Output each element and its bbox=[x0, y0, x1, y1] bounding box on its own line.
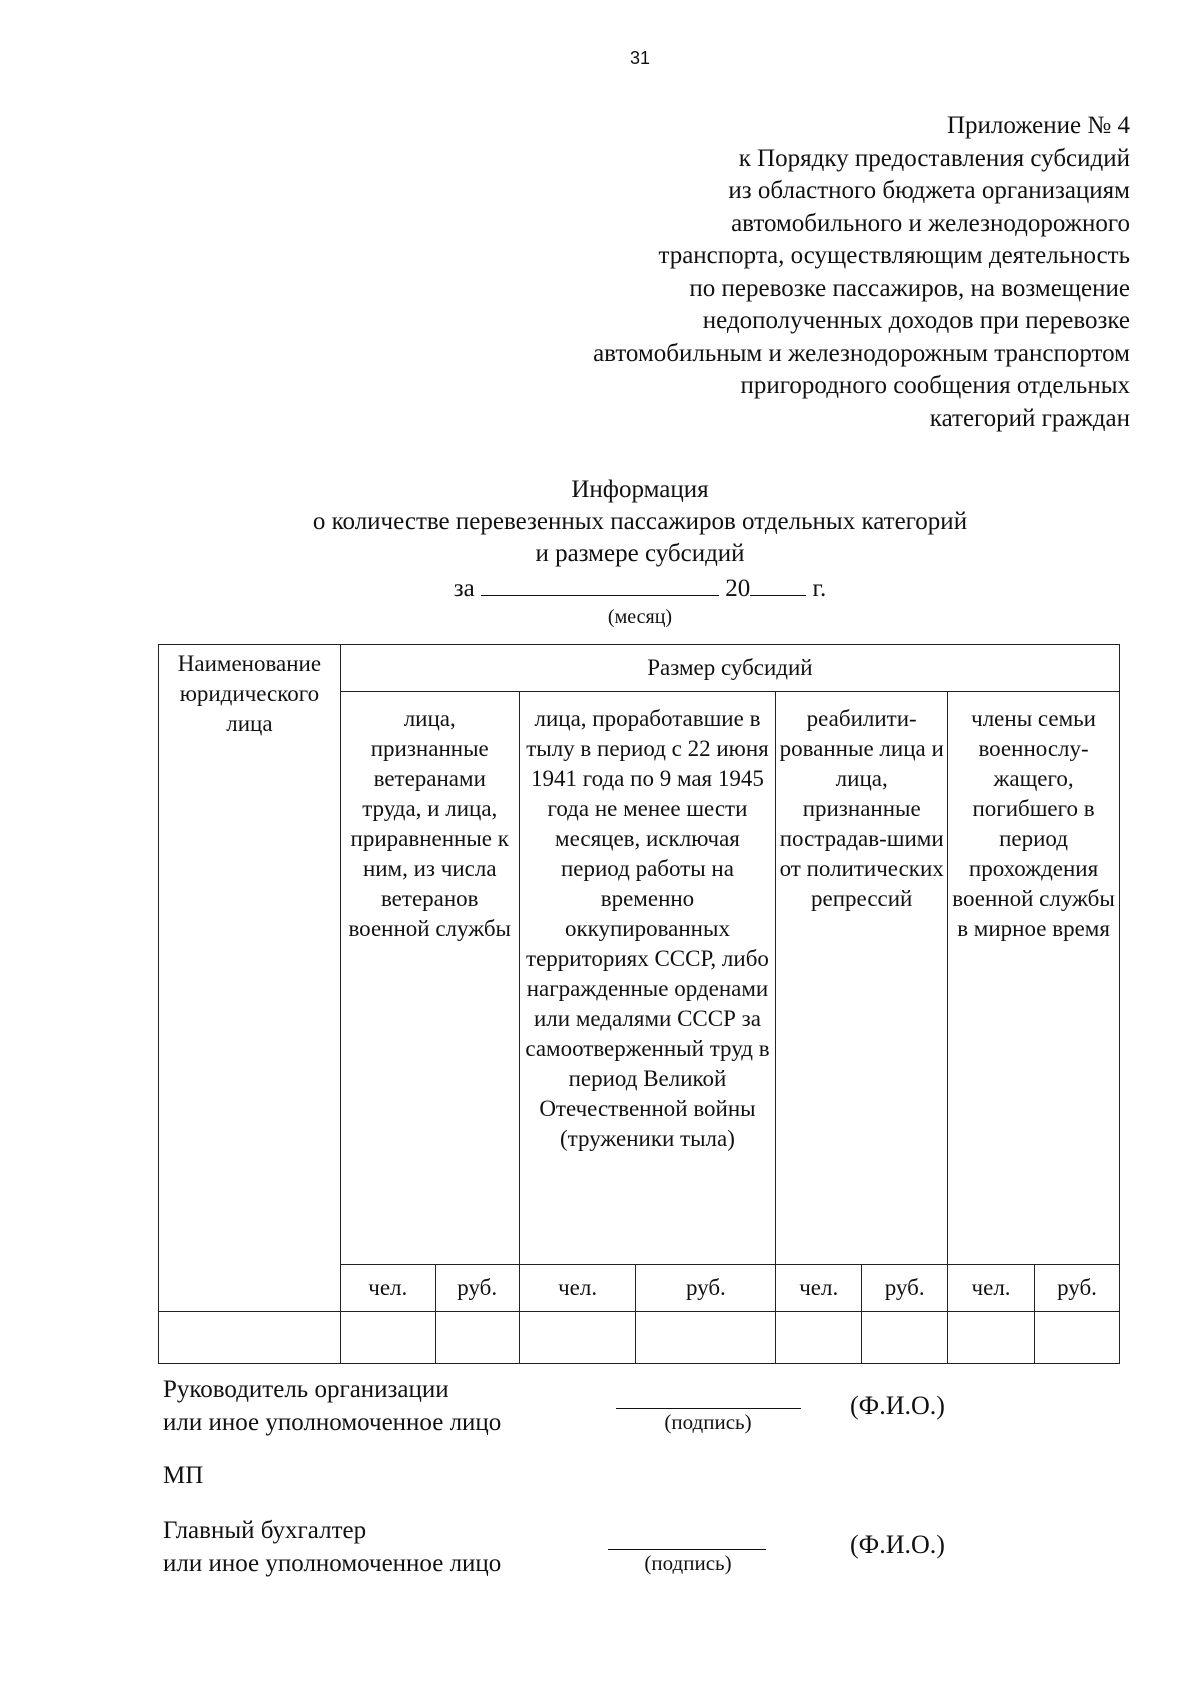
accountant-fio: (Ф.И.О.) bbox=[850, 1530, 945, 1559]
name-header: Наименование юридического лица bbox=[159, 645, 341, 1312]
subsidy-table bbox=[158, 644, 1120, 1364]
table-data-row bbox=[159, 1312, 1120, 1364]
title-line: и размере субсидий bbox=[535, 540, 745, 567]
year-suffix: г. bbox=[812, 575, 827, 602]
unit-people: чел. bbox=[340, 1265, 435, 1312]
period-prefix: за bbox=[453, 575, 475, 602]
month-blank-field[interactable] bbox=[481, 573, 719, 596]
entity-name-cell[interactable] bbox=[159, 1312, 341, 1364]
document-title bbox=[160, 474, 1120, 570]
unit-rubles: руб. bbox=[1035, 1265, 1120, 1312]
year-prefix: 20 bbox=[725, 575, 751, 602]
data-cell[interactable] bbox=[636, 1312, 776, 1364]
unit-rubles: руб. bbox=[862, 1265, 948, 1312]
category-home-front-workers: лица, проработавшие в тылу в период с 22 июня 1941 года по 9 мая 1945 года не менее шести месяцев, исключая период работы на временно оккупированных территориях СССР, либо награжденные орденами или медалями СССР за самоотверженный труд в период Великой Отечественной войны (труженики тыла) bbox=[519, 692, 776, 1265]
appendix-line: недополученных доходов при перевозке bbox=[702, 307, 1130, 334]
category-veterans: лица, признанные ветеранами труда, и лица, приравненные к ним, из числа ветеранов военной службы bbox=[340, 692, 519, 1265]
category-rehabilitated: реабилити-рованные лица и лица, признанные пострадав-шими от политических репрессий bbox=[776, 692, 948, 1265]
data-cell[interactable] bbox=[862, 1312, 948, 1364]
head-label-line: или иное уполномоченное лицо bbox=[163, 1409, 502, 1436]
data-cell[interactable] bbox=[435, 1312, 519, 1364]
appendix-line: по перевозке пассажиров, на возмещение bbox=[689, 274, 1130, 302]
appendix-line: пригородного сообщения отдельных bbox=[740, 372, 1130, 399]
head-label-line: Руководитель организации bbox=[163, 1376, 449, 1403]
head-fio: (Ф.И.О.) bbox=[850, 1391, 945, 1420]
data-cell[interactable] bbox=[340, 1312, 435, 1364]
accountant-label bbox=[163, 1514, 501, 1580]
unit-rubles: руб. bbox=[435, 1265, 519, 1312]
unit-people: чел. bbox=[776, 1265, 862, 1312]
month-caption: (месяц) bbox=[607, 606, 673, 628]
unit-people: чел. bbox=[948, 1265, 1035, 1312]
period-line bbox=[160, 573, 1120, 605]
table-header-row bbox=[159, 645, 1120, 692]
page-number: 31 bbox=[629, 48, 651, 68]
appendix-header bbox=[370, 110, 1130, 435]
data-cell[interactable] bbox=[1035, 1312, 1120, 1364]
category-military-families: члены семьи военнослу-жащего, погибшего в период прохождения военной службы в мирное время bbox=[948, 692, 1120, 1265]
stamp-label: МП bbox=[163, 1462, 204, 1489]
head-label bbox=[163, 1373, 501, 1439]
group-header: Размер субсидий bbox=[340, 645, 1119, 692]
head-signature-line[interactable] bbox=[616, 1408, 801, 1409]
appendix-line: из областного бюджета организациям bbox=[728, 177, 1130, 204]
accountant-label-line: Главный бухгалтер bbox=[163, 1517, 367, 1544]
appendix-line: автомобильным и железнодорожным транспортом bbox=[593, 339, 1130, 367]
appendix-line: автомобильного и железнодорожного bbox=[731, 209, 1130, 237]
appendix-line: транспорта, осуществляющим деятельность bbox=[658, 242, 1130, 269]
data-cell[interactable] bbox=[776, 1312, 862, 1364]
appendix-line: к Порядку предоставления субсидий bbox=[738, 144, 1130, 172]
accountant-signature-caption: (подпись) bbox=[644, 1551, 732, 1575]
title-line: о количестве перевезенных пассажиров отдельных категорий bbox=[312, 508, 968, 535]
head-signature-caption: (подпись) bbox=[664, 1410, 752, 1434]
accountant-label-line: или иное уполномоченное лицо bbox=[163, 1550, 502, 1577]
title-line: Информация bbox=[571, 476, 709, 503]
data-cell[interactable] bbox=[519, 1312, 636, 1364]
appendix-line: категорий граждан bbox=[929, 404, 1130, 432]
year-blank-field[interactable] bbox=[750, 573, 806, 596]
appendix-line: Приложение № 4 bbox=[946, 112, 1130, 139]
unit-people: чел. bbox=[519, 1265, 636, 1312]
unit-rubles: руб. bbox=[636, 1265, 776, 1312]
accountant-signature-line[interactable] bbox=[608, 1549, 766, 1550]
data-cell[interactable] bbox=[948, 1312, 1035, 1364]
